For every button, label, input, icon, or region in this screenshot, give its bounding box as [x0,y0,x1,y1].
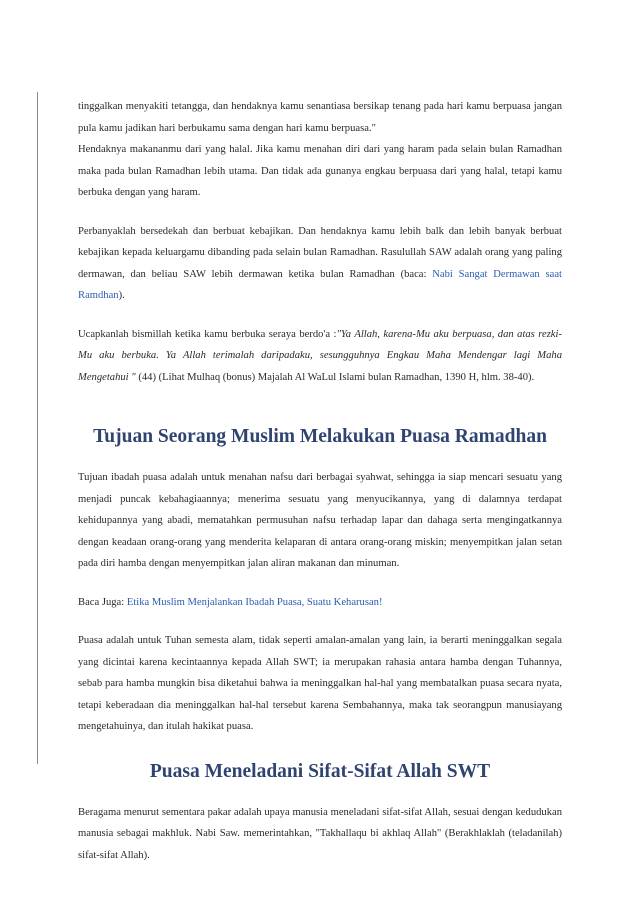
paragraph-charity [78,221,562,307]
prayer-citation: (44) (Lihat Mulhaq (bonus) Majalah Al WaLul Islami bulan Ramadhan, 1390 H, hlm. 38-40). [135,371,535,383]
prayer-quote: "Ya Allah, karena-Mu aku berpuasa, dan atas rezki-Mu aku berbuka. Ya Allah terimalah daripadaku, sesungguhnya Engkau Maha Mendengar lagi Maha Mengetahui " [78,328,562,383]
read-also-label: Baca Juga: [78,596,127,608]
paragraph-halal-food: Hendaknya makananmu dari yang halal. Jika kamu menahan diri dari yang haram pada selain bulan Ramadhan maka pada bulan Ramadhan lebih utama. Dan tidak ada gunanya engkau berpuasa dari yang halal, tetapi kamu berbuka dengan yang haram. [78,144,562,198]
margin-bar [37,92,38,764]
document-body [78,96,562,883]
paragraph-purpose-of-fasting: Tujuan ibadah puasa adalah untuk menahan nafsu dari berbagai syahwat, sehingga ia siap mencari sesuatu yang menjadi puncak kebahagiaannya; menerima sesuatu yang menyucikannya, yang di dalamnya terdapat kehidupannya yang abadi, mematahkan permusuhan nafsu terhadap lapar dan dahaga serta mengingatkannya dengan keadaan orang-orang yang menderita kelaparan di antara orang-orang miskin; menyempitkan jalan setan pada diri hamba dengan menyempitkan jalan aliran makanan dan minuman. [78,472,562,569]
paragraph-read-also [78,592,562,614]
paragraph-charity-end: ). [118,290,125,301]
link-nabi-dermawan[interactable]: Nabi Sangat Dermawan saat Ramdhan [78,268,562,301]
paragraph-breaking-fast-prayer [78,324,562,389]
link-etika-muslim[interactable]: Etika Muslim Menjalankan Ibadah Puasa, Suatu Keharusan! [126,596,383,608]
paragraph-closing-hadith: tinggalkan menyakiti tetangga, dan hendaknya kamu senantiasa bersikap tenang pada hari kamu berpuasa jangan pula kamu jadikan hari berbukamu sama dengan hari kamu berpuasa." [78,101,562,134]
paragraph-fasting-for-god: Puasa adalah untuk Tuhan semesta alam, tidak seperti amalan-amalan yang lain, ia berarti meninggalkan segala yang dicintai karena kecintaannya kepada Allah SWT; ia merupakan rahasia antara hamba dengan Tuhannya, sebab para hamba mungkin bisa diketahui bahwa ia meninggalkan hal-hal yang membatalkan puasa secara nyata, tetapi keberadaan dia meninggalkan hal-hal tersebut karena Sembahannya, maka tak seorangpun manusiayang mengetahuinya, dan itulah hakikat puasa. [78,635,562,732]
heading-tujuan-puasa: Tujuan Seorang Muslim Melakukan Puasa Ramadhan [93,426,547,447]
paragraph-charity-text: Perbanyaklah bersedekah dan berbuat kebajikan. Dan hendaknya kamu lebih balk dan lebih banyak berbuat kebajikan kepada keluargamu dibanding pada selain bulan Ramadhan. Rasulullah SAW adalah orang yang paling dermawan, dan beliau SAW lebih dermawan ketika bulan Ramadhan (baca: [78,225,562,280]
heading-meneladani-sifat: Puasa Meneladani Sifat-Sifat Allah SWT [149,760,491,782]
paragraph-religion-emulation: Beragama menurut sementara pakar adalah upaya manusia meneladani sifat-sifat Allah, sesuai dengan kedudukan manusia sebagai makhluk. Nabi Saw. memerintahkan, "Takhallaqu bi akhlaq Allah" (Berakhlaklah (teladanilah) sifat-sifat Allah). [78,806,562,861]
prayer-intro: Ucapkanlah bismillah ketika kamu berbuka seraya berdo'a : [78,328,337,340]
